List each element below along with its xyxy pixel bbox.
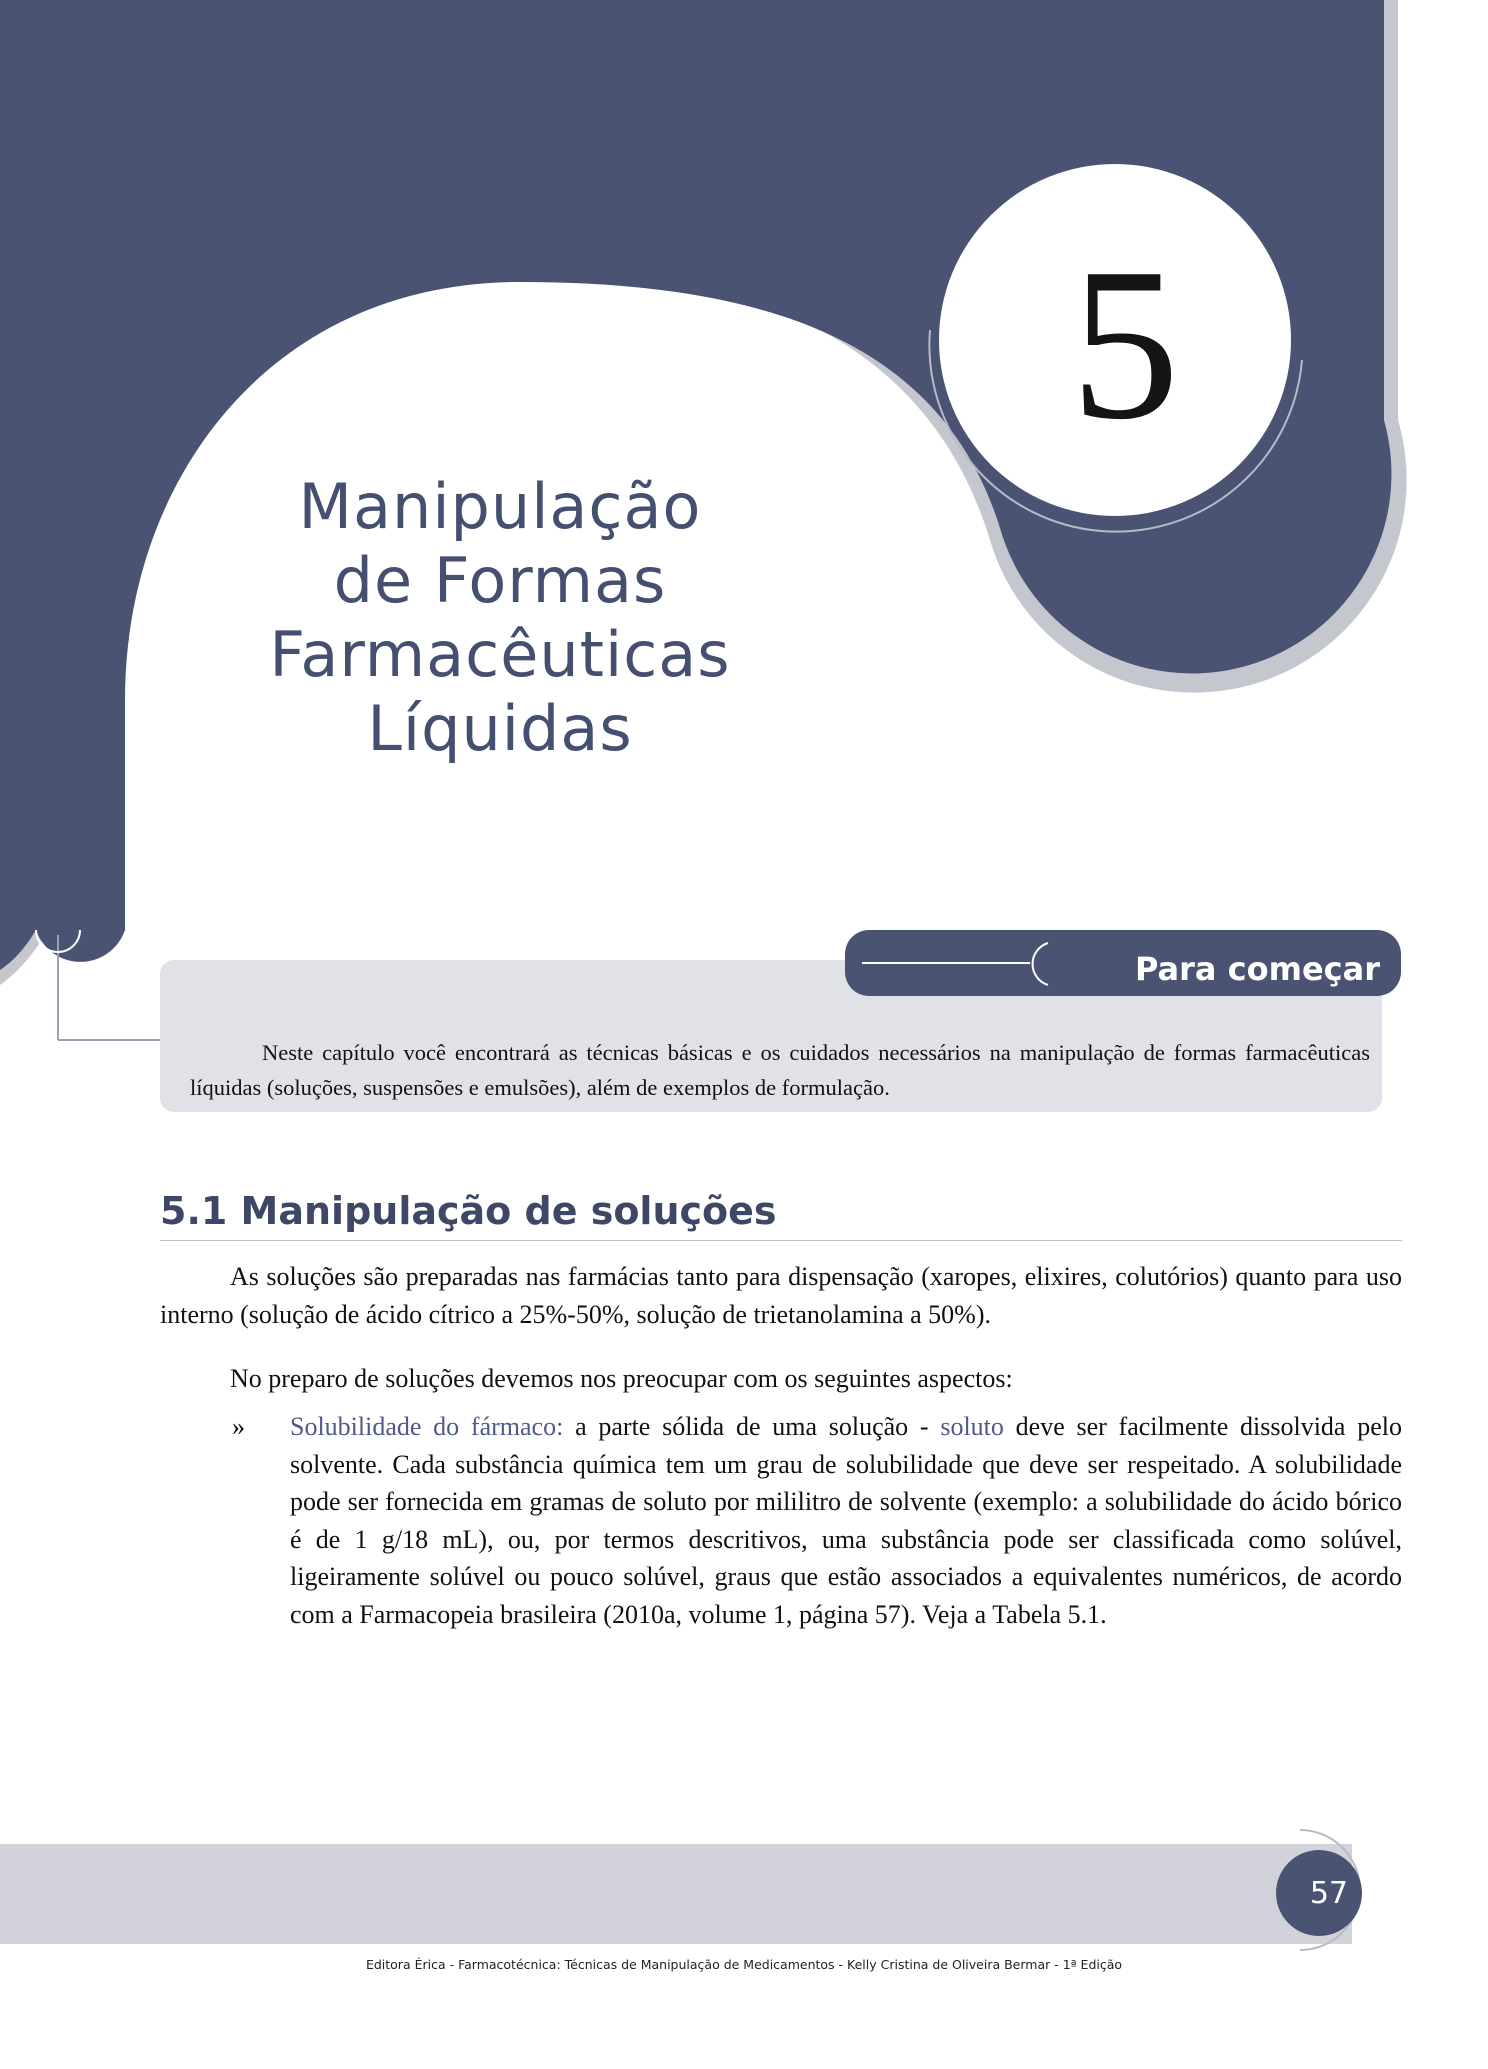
footer-credit: Editora Érica - Farmacotécnica: Técnicas de Manipulação de Medicamentos - Kelly Cristina de Oliveira Bermar - 1ª Edição xyxy=(365,1957,1123,1972)
intro-tab-label: Para começar xyxy=(1134,950,1380,988)
bullet-marker: » xyxy=(232,1412,245,1441)
section-divider xyxy=(160,1240,1402,1241)
chapter-title-line-2: de Formas xyxy=(333,544,667,617)
body-paragraph-2: No preparo de soluções devemos nos preocupar com os seguintes aspectos: xyxy=(230,1364,1013,1393)
bullet-text-a: a parte sólida de uma solução - xyxy=(563,1412,941,1441)
chapter-number: 5 xyxy=(1070,224,1180,465)
section-heading: 5.1 Manipulação de soluções xyxy=(160,1189,777,1233)
chapter-title-line-4: Líquidas xyxy=(367,692,633,765)
footer-band xyxy=(0,1844,1352,1944)
intro-text: Neste capítulo você encontrará as técnicas básicas e os cuidados necessários na manipulação de formas farmacêuticas líquidas (soluções, suspensões e emulsões), além de exemplos de formulação. xyxy=(190,1040,1370,1100)
body-paragraph-1: As soluções são preparadas nas farmácias tanto para dispensação (xaropes, elixires, colutórios) quanto para uso interno (solução de ácido cítrico a 25%-50%, solução de trietanolamina a 50%). xyxy=(160,1262,1402,1329)
bullet-text-b: deve ser facilmente dissolvida pelo solvente. Cada substância química tem um grau de solubilidade que deve ser respeitado. A solubilidade pode ser fornecida em gramas de soluto por mililitro de solvente (exemplo: a solubilidade do ácido bórico é de 1 g/18 mL), ou, por termos descritivos, uma substância pode ser classificada como solúvel, ligeiramente solúvel ou pouco solúvel, graus que estão associados a equivalentes numéricos, de acordo com a Farmacopeia brasileira (2010a, volume 1, página 57). Veja a Tabela 5.1. xyxy=(290,1412,1402,1629)
chapter-title xyxy=(200,470,800,766)
page-number: 57 xyxy=(1309,1876,1349,1911)
chapter-title-line-1: Manipulação xyxy=(298,470,702,543)
bullet-item xyxy=(290,1408,1402,1633)
chapter-title-line-3: Farmacêuticas xyxy=(269,618,731,691)
bullet-term: Solubilidade do fármaco: xyxy=(290,1412,564,1441)
bullet-term-soluto: soluto xyxy=(940,1412,1004,1441)
